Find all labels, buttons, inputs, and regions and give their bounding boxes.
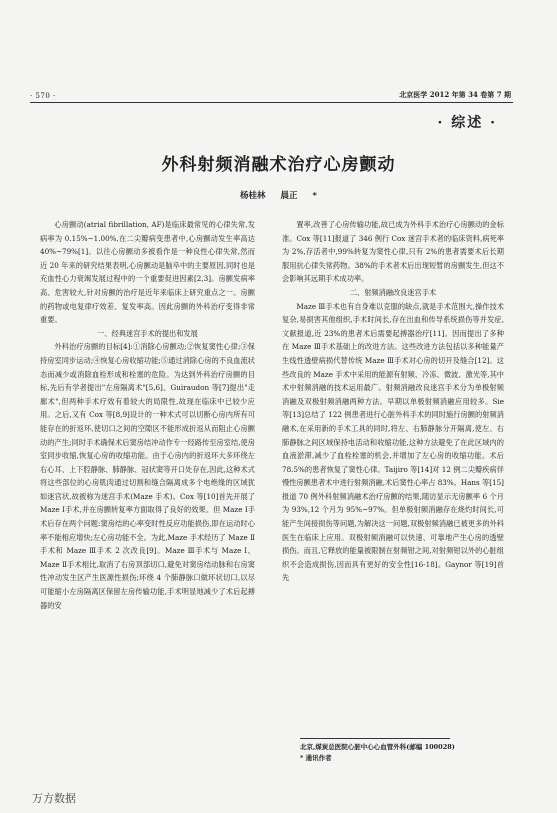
authors bbox=[0, 189, 557, 201]
footnote-rule bbox=[300, 738, 450, 739]
right-column bbox=[282, 218, 504, 585]
paragraph: 心房颤动(atrial fibrillation, AF)是临床最常见的心律失常,发病率为 0.15%~1.00%,在二尖瓣病变患者中,心房颤动发生率高达 40%~79%[1]。以往心房颤动多被看作是一种良性心律失常,然而近 20 年来的研究结果表明,心房颤动是脑卒中的主要原因,同时也是充血性心力衰竭发展过程中的一个重要促进因素[2,3]。房颤发病率高、危害较大,针对房颤的治疗是近年来临床上研究重点之一。房颤的药物或电复律疗效差、复发率高。因此房颤的外科治疗变得非常重要。 bbox=[40, 220, 255, 325]
section-heading: 一、经典迷宫手术的提出和发展 bbox=[97, 328, 198, 338]
paragraph: 置率,改善了心房传输功能,故已成为外科手术治疗心房颤动的金标准。Cox 等[11]报道了 346 例行 Cox 迷宫手术者的临床资料,病死率为 2%,存活者中,99%转复为窦性心律,只有 2%的患者需要术后长期服用抗心律失常药物。38%的手术者术后出现短暂的房颤发生,但这不会影响其远期手术成功率。 bbox=[282, 220, 504, 284]
header-rule bbox=[30, 102, 513, 103]
journal-header: 北京医学 2012 年第 34 卷第 7 期 bbox=[399, 90, 511, 99]
watermark: 万方数据 bbox=[32, 792, 76, 805]
author-name: 杨桂林 bbox=[240, 191, 266, 201]
section-heading: 二、射频消融改良迷宫手术 bbox=[349, 287, 437, 297]
section-label: · 综述 · bbox=[437, 115, 497, 131]
corresponding-author: * 通讯作者 bbox=[300, 754, 332, 762]
footnote bbox=[300, 742, 455, 764]
affiliation: 北京,煤炭总医院心脏中心心血管外科(邮编 100028) bbox=[300, 743, 455, 751]
paragraph: Maze Ⅲ手术也有自身难以克服的缺点,就是手术范围大,操作技术复杂,易损害其他组织,手术时间长,存在出血和传导系统损伤等并发症,文献报道,近 23%的患者术后需要起搏器治疗[11]。因而提出了多种在 Maze Ⅲ手术基础上的改进方法。这些改进方法包括以多种能量产生线性透壁病损代替传统 Maze Ⅲ手术对心房的切开及缝合[12]。这些改良的 Maze 手术中采用的能源有射频、冷冻、微波、激光等,其中术中射频消融的技术运用最广。射频消融改良迷宫手术分为单极射频消融及双极射频消融两种方法。早期以单极射频消融应用较多。Sie 等[13]总结了 122 例患者进行心脏外科手术的同时施行房颤的射频消融术,在采用新的手术工具的同时,将左、右肺静脉分开隔离,使左、右肺静脉之间区域保持电活动和收缩功能,这种方法避免了在此区域内的血液淤滞,减少了血栓栓塞的机会,并增加了左心房的收缩功能。术后 78.5%的患者恢复了窦性心律。Taijiro 等[14]对 12 例二尖瓣疾病伴慢性房颤患者术中进行射频消融,术后窦性心率占 83%。Hans 等[15]报道 70 例外科射频消融术治疗房颤的结果,随访显示无房颤率 6 个月为 93%,12 个月为 95%~97%。但单极射频消融存在烧灼时间长,可能产生间接损伤等问题,为解决这一问题,双极射频消融已被更多的外科医生在临床上应用。双极射频消融可以快速、可靠地产生心房的透壁损伤。而且,它释放的能量被限制在射频钳之间,对射频钳以外的心脏组织不会造成损伤,因而具有更好的安全性[16-18]。Gaynor 等[19]首先 bbox=[282, 301, 504, 583]
author-name: 晨正 * bbox=[280, 191, 317, 201]
page-number: · 570 · bbox=[30, 92, 56, 100]
left-column bbox=[40, 218, 255, 612]
article-title: 外科射频消融术治疗心房颤动 bbox=[161, 155, 396, 175]
paragraph: 外科治疗房颤的目标[4]:①消除心房颤动;②恢复窦性心律;③保持房室同步运动;④恢复心房收缩功能;⑤通过消除心房的不良血流状态而减少或消除血栓形成和栓塞的危险。为达到外科治疗房颤的目标,先后有学者提出"左房隔离术"[5,6]、Guiraudon 等[7]提出"走廊术",但两种手术疗效有着较大的局限性,故现在临床中已较少应用。之后,又有 Cox 等[8,9]设计的一种术式可以切断心房内所有可能存在的折返环,使切口之间的空隙区不能形成折返从而阻止心房颤动的产生;同时手术确保术后窦房结冲动作专一经路传至房室结,使房室同步收缩,恢复心房的收缩功能。由于心房内的折返环大多环绕左右心耳、上下腔静脉、肺静脉、冠状窦等开口处存在,因此,这种术式将这些部位的心房肌肉通过切割和缝合隔离成多个电绝缘的区域犹如迷宫状,故被称为迷宫手术(Maze 手术)。Cox 等[10]首先开展了 Maze Ⅰ手术,并在房颤转复率方面取得了良好的效果。但 Maze Ⅰ手术后存在两个问题:窦房结的心率变时性反应功能损伤,即在运动时心率不能相应增快;左心房功能不全。为此,Maze 手术经历了 Maze Ⅱ手术和 Maze Ⅲ手术 2 次改良[9]。Maze Ⅲ手术与 Maze Ⅰ、Maze Ⅱ手术相比,取消了右房顶部切口,避免对窦房结动脉和右房窦性冲动发生区产生医源性损伤;环绕 4 个肺静脉口做环状切口,以尽可能缩小左房隔离区保留左房传输功能,手术明显地减少了术后起搏器的安 bbox=[40, 342, 255, 610]
